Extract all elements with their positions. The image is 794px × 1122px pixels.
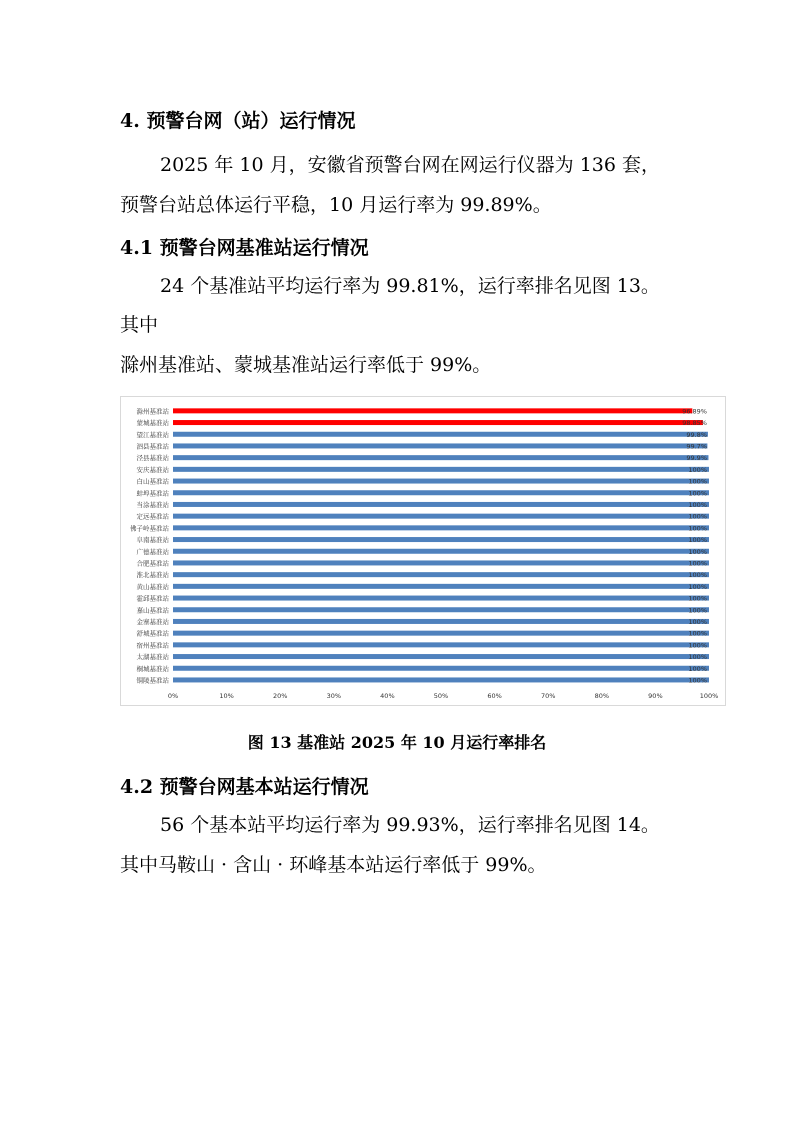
bar — [173, 676, 709, 685]
bar — [173, 408, 692, 413]
section-4-heading: 4. 预警台网（站）运行情况 — [120, 110, 356, 132]
x-tick-label: 90% — [648, 691, 663, 700]
x-tick-label: 60% — [487, 691, 502, 700]
category-label: 舒城基准站 — [136, 629, 169, 638]
bar — [173, 549, 709, 554]
bar — [173, 502, 709, 507]
category-label: 白山基准站 — [136, 477, 169, 486]
data-label: 99.7% — [686, 442, 707, 451]
section-4-para-line-1: 2025 年 10 月，安徽省预警台网在网运行仪器为 136 套， — [160, 154, 660, 176]
x-tick-label: 40% — [380, 691, 395, 700]
data-label: 100% — [688, 536, 707, 545]
category-label: 当涂基准站 — [136, 500, 169, 509]
category-label: 佛子岭基准站 — [130, 524, 169, 533]
data-label: 100% — [688, 559, 707, 568]
data-label: 100% — [688, 664, 707, 673]
category-label: 淮北基准站 — [136, 571, 169, 580]
category-label: 宿州基准站 — [136, 641, 169, 650]
bar — [173, 524, 709, 533]
bar — [173, 514, 709, 519]
bar — [173, 454, 708, 463]
data-label: 100% — [688, 653, 707, 662]
bar — [173, 584, 709, 589]
data-label: 99.8% — [686, 430, 707, 439]
category-label: 铜陵基准站 — [136, 676, 169, 685]
data-label: 100% — [688, 489, 707, 498]
x-tick-label: 70% — [540, 691, 556, 700]
bar — [173, 442, 707, 451]
category-label: 广德基准站 — [136, 547, 169, 556]
data-label: 100% — [688, 500, 707, 509]
bar — [173, 631, 709, 636]
category-label: 合肥基准站 — [136, 559, 169, 568]
category-label: 定远基准站 — [136, 512, 169, 521]
data-label: 100% — [688, 571, 707, 580]
bar — [173, 489, 709, 498]
x-tick-label: 80% — [594, 691, 610, 700]
x-tick-label: 30% — [326, 691, 342, 700]
data-label: 100% — [688, 512, 707, 521]
data-label: 100% — [688, 547, 707, 556]
data-label: 100% — [688, 606, 707, 615]
bar — [173, 571, 709, 580]
data-label: 100% — [688, 524, 707, 533]
x-tick-label: 50% — [433, 691, 449, 700]
data-label: 100% — [688, 465, 707, 474]
bar — [173, 653, 709, 662]
data-label: 100% — [688, 629, 707, 638]
section-4-1-heading: 4.1 预警台网基准站运行情况 — [120, 237, 369, 259]
data-label: 98.85% — [682, 419, 707, 428]
category-label: 安庆基准站 — [136, 465, 169, 474]
category-label: 滁州基准站 — [136, 407, 169, 416]
x-tick-label: 20% — [272, 691, 288, 700]
bar — [173, 619, 709, 624]
figure-13-chart — [120, 396, 726, 706]
x-tick-label: 100% — [699, 691, 719, 700]
category-label: 黄山基准站 — [136, 582, 169, 591]
data-label: 99.9% — [686, 454, 707, 463]
bar — [173, 432, 708, 437]
bar — [173, 666, 709, 671]
section-4-2-heading: 4.2 预警台网基本站运行情况 — [120, 776, 369, 798]
bar — [173, 606, 709, 615]
data-label: 100% — [688, 676, 707, 685]
category-label: 桐城基准站 — [136, 664, 169, 673]
data-label: 96.89% — [682, 407, 707, 416]
bar — [173, 467, 709, 472]
category-label: 霍邱基准站 — [136, 594, 169, 603]
category-label: 嘉山基准站 — [136, 606, 169, 615]
bar — [173, 420, 703, 425]
x-tick-label: 0% — [167, 691, 179, 700]
data-label: 100% — [688, 617, 707, 626]
bar — [173, 641, 709, 650]
data-label: 100% — [688, 594, 707, 603]
category-label: 泾县基准站 — [136, 454, 169, 463]
bar — [173, 536, 709, 545]
category-label: 金寨基准站 — [136, 617, 169, 626]
x-tick-label: 10% — [219, 691, 234, 700]
bar — [173, 559, 709, 568]
data-label: 100% — [688, 641, 707, 650]
section-4-1-para-line-1: 24 个基准站平均运行率为 99.81%，运行率排名见图 13。 — [160, 275, 660, 297]
section-4-2-para-line-2: 其中马鞍山 · 含山 · 环峰基本站运行率低于 99%。 — [120, 854, 547, 876]
category-label: 蒙城基准站 — [136, 419, 169, 428]
data-label: 100% — [688, 582, 707, 591]
figure-13-caption: 图 13 基准站 2025 年 10 月运行率排名 — [247, 733, 547, 752]
section-4-para-line-2: 预警台站总体运行平稳，10 月运行率为 99.89%。 — [120, 194, 552, 216]
section-4-1-para-line-2: 其中 — [120, 314, 159, 336]
category-label: 太湖基准站 — [136, 653, 169, 662]
section-4-2-para-line-1: 56 个基本站平均运行率为 99.93%，运行率排名见图 14。 — [160, 814, 660, 836]
category-label: 阜南基准站 — [136, 536, 169, 545]
category-label: 泗县基准站 — [136, 442, 169, 451]
data-label: 100% — [688, 477, 707, 486]
category-label: 蚌埠基准站 — [136, 489, 169, 498]
category-label: 望江基准站 — [136, 430, 169, 439]
section-4-1-para-line-3: 滁州基准站、蒙城基准站运行率低于 99%。 — [120, 354, 492, 376]
bar — [173, 596, 709, 601]
bar — [173, 479, 709, 484]
ranking-bar-chart — [121, 397, 725, 705]
